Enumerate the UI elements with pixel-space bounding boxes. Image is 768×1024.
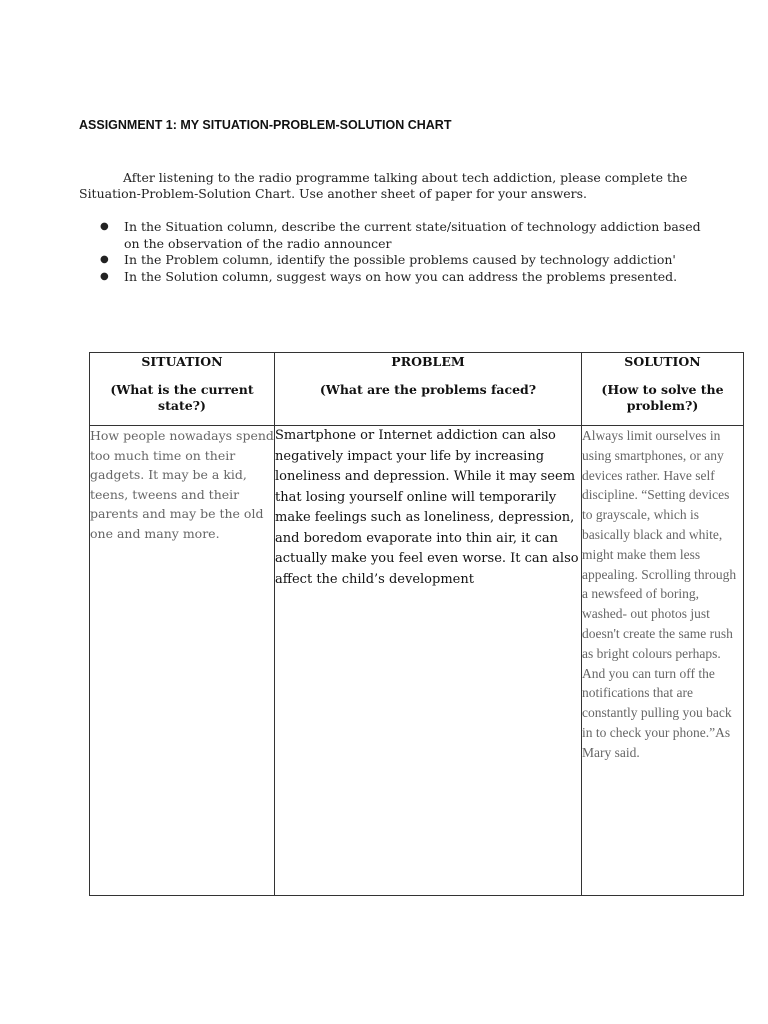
instruction-list [100,219,710,285]
intro-paragraph [79,170,719,202]
intro-text: After listening to the radio programme talking about tech addiction, please complete the Situation-Problem-Solution Chart. Use another sheet of paper for your answers. [79,170,688,201]
problem-header-title: PROBLEM [391,354,465,369]
solution-header [582,353,744,426]
problem-header [275,353,582,426]
solution-answer: Always limit ourselves in using smartphones, or any devices rather. Have self discipline. “Setting devices to grayscale, which is basically black and white, might make them less appealing. Scrolling through a newsfeed of boring, washed- out photos just doesn't create the same rush as bright colours perhaps. And you can turn off the notifications that are constantly pulling you back in to check your phone.”As Mary said. [582,426,744,896]
instruction-problem: ● In the Problem column, identify the possible problems caused by technology addiction' [100,252,710,269]
solution-header-title: SOLUTION [624,354,701,369]
situation-header [90,353,275,426]
assignment-title: ASSIGNMENT 1: MY SITUATION-PROBLEM-SOLUTION CHART [79,118,452,132]
solution-header-question: (How to solve the problem?) [601,382,724,413]
situation-header-title: SITUATION [141,354,223,369]
situation-answer: How people nowadays spend too much time on their gadgets. It may be a kid, teens, tweens and their parents and may be the old one and many more. [90,426,275,896]
situation-header-question: (What is the current state?) [110,382,254,413]
situation-problem-solution-table [89,352,744,896]
instruction-situation: ● In the Situation column, describe the current state/situation of technology addiction based on the observation of the radio announcer [100,219,710,252]
instruction-solution: ● In the Solution column, suggest ways on how you can address the problems presented. [100,269,710,286]
problem-header-question: (What are the problems faced? [319,382,537,397]
problem-answer: Smartphone or Internet addiction can also negatively impact your life by increasing loneliness and depression. While it may seem that losing yourself online will temporarily make feelings such as loneliness, depression, and boredom evaporate into thin air, it can actually make you feel even worse. It can also affect the child’s development [275,426,582,896]
